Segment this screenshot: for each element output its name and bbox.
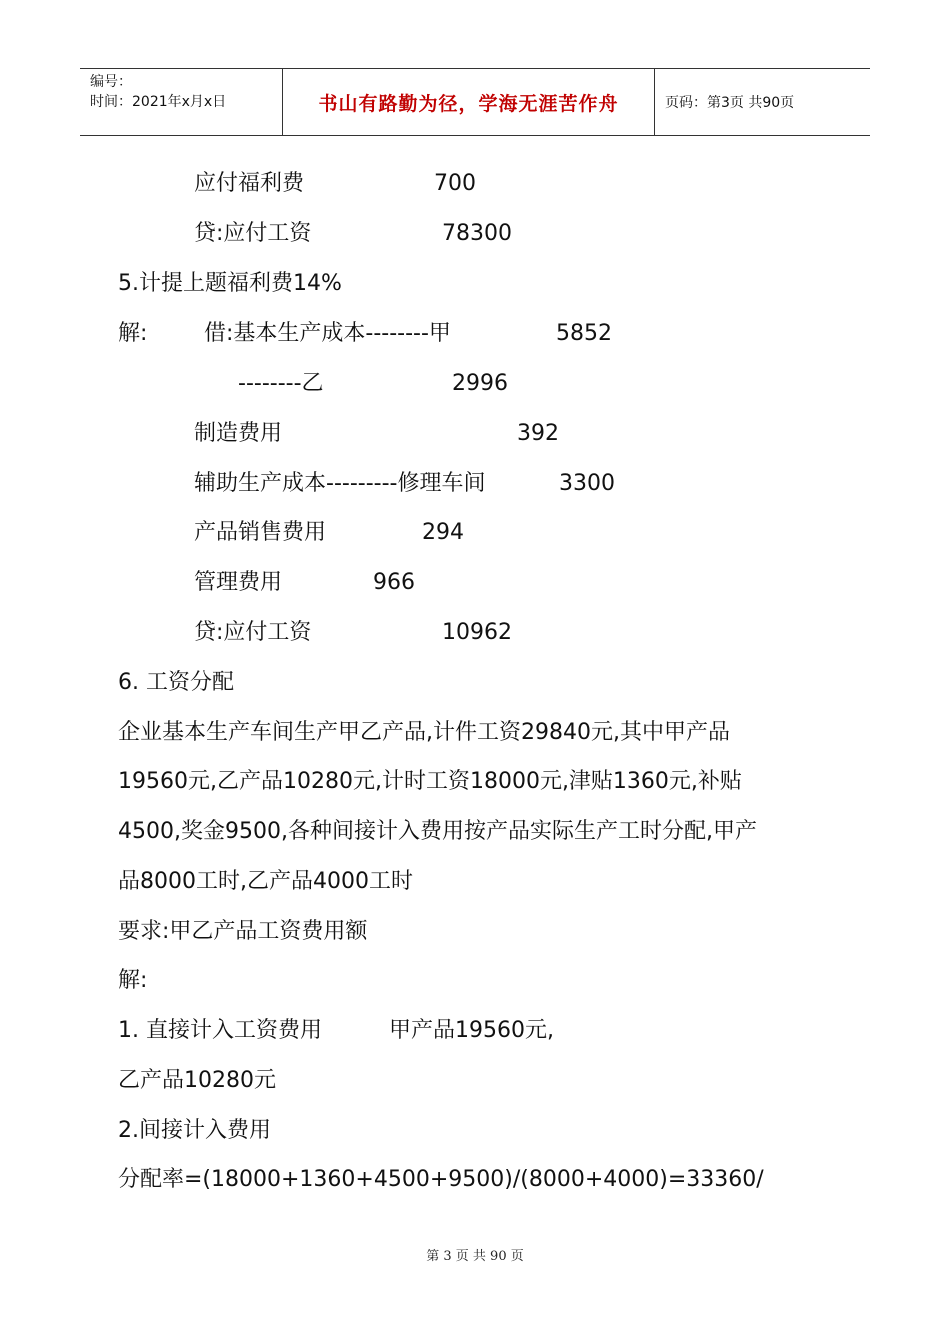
header-page-info: 页码：第3页 共90页 [665, 95, 795, 111]
entry-amount: 294 [422, 520, 464, 545]
document-date: 时间：2021年x月x日 [90, 94, 227, 110]
entry-label: 产品销售费用 [194, 520, 327, 545]
entry-amount: 78300 [442, 221, 512, 246]
entry-label: 管理费用 [194, 570, 283, 595]
page-footer: 第 3 页 共 90 页 [426, 1249, 524, 1264]
header-meta [80, 69, 283, 135]
entry-amount: 5852 [556, 321, 612, 346]
entry-label: 贷:应付工资 [194, 620, 312, 645]
requirement-line: 要求:甲乙产品工资费用额 [118, 919, 368, 944]
solution-label: 解: [118, 968, 148, 993]
entry-label: 贷:应付工资 [194, 221, 312, 246]
entry-amount: 10962 [442, 620, 512, 645]
entry-amount: 2996 [452, 371, 508, 396]
entry-amount: 700 [434, 171, 476, 196]
solution-step: 1. 直接计入工资费用 [118, 1018, 322, 1043]
entry-amount: 392 [517, 421, 559, 446]
paragraph-line: 品8000工时,乙产品4000工时 [118, 869, 413, 894]
entry-amount: 966 [373, 570, 415, 595]
document-number: 编号： [90, 74, 132, 90]
paragraph-line: 19560元,乙产品10280元,计时工资18000元,津贴1360元,补贴 [118, 769, 742, 794]
solution-label: 解: [118, 321, 148, 346]
solution-formula: 分配率=(18000+1360+4500+9500)/(8000+4000)=33360/ [118, 1167, 764, 1192]
entry-amount: 3300 [559, 471, 615, 496]
solution-step: 2.间接计入费用 [118, 1118, 271, 1143]
header-motto: 书山有路勤为径，学海无涯苦作舟 [283, 69, 655, 135]
entry-label: 制造费用 [194, 421, 283, 446]
question-heading: 5.计提上题福利费14% [118, 271, 342, 296]
solution-step-value: 甲产品19560元, [389, 1018, 554, 1043]
paragraph-line: 4500,奖金9500,各种间接计入费用按产品实际生产工时分配,甲产 [118, 819, 757, 844]
entry-label: 应付福利费 [194, 171, 305, 196]
solution-step: 乙产品10280元 [118, 1068, 276, 1093]
entry-label: 辅助生产成本---------修理车间 [194, 471, 486, 496]
entry-label: --------乙 [238, 371, 324, 396]
page-header [80, 68, 870, 136]
paragraph-line: 企业基本生产车间生产甲乙产品,计件工资29840元,其中甲产品 [118, 720, 730, 745]
entry-label: 借:基本生产成本--------甲 [204, 321, 451, 346]
question-heading: 6. 工资分配 [118, 670, 234, 695]
